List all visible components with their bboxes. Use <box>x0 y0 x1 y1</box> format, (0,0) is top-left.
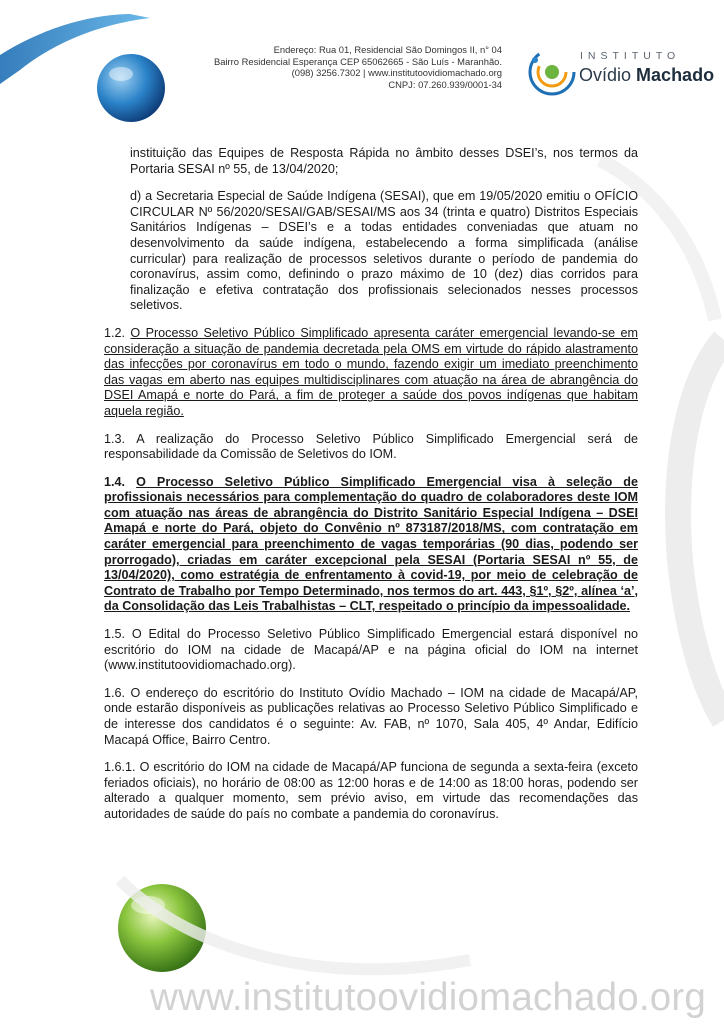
paragraph-1-6-1: 1.6.1. O escritório do IOM na cidade de Macapá/AP funciona de segunda a sexta-feira (exceto feriados oficiais), no horário de 08:00 as 12:00 horas e de 14:00 as 18:00 horas, podendo ser alterado a qualquer momento, sem prévio aviso, em virtude das recomendações das autoridades de saúde do país no combate a pandemia do coronavírus. <box>104 760 638 821</box>
address-line-3: (098) 3256.7302 | www.institutoovidiomachado.org <box>291 67 502 79</box>
logo-mark-icon <box>526 46 578 98</box>
paragraph-1-4-number: 1.4. <box>104 474 126 489</box>
paragraph-1-2-text: O Processo Seletivo Público Simplificado apresenta caráter emergencial levando-se em consideração a situação de pandemia decretada pela OMS em virtude do rápido alastramento das infecções por coronavírus em todo o mundo, fazendo exigir um imediato preenchimento das vagas em aberto nas equipes multidisciplinares com atuação na área de abrangência do DSEI Amapá e norte do Pará, a fim de proteger a saúde dos povos indígenas que habitam aquela região. <box>104 325 639 418</box>
document-body <box>104 146 638 835</box>
paragraph-1-3: 1.3. A realização do Processo Seletivo Público Simplificado Emergencial será de responsabilidade da Comissão de Seletivos do IOM. <box>104 431 638 462</box>
logo-word-machado: Machado <box>636 65 715 85</box>
header-address <box>170 44 502 90</box>
address-line-4: CNPJ: 07.260.939/0001-34 <box>388 78 502 90</box>
logo-word-ovidio: Ovídio <box>579 65 632 85</box>
logo-word-name <box>579 65 714 86</box>
institute-logo <box>526 40 715 102</box>
logo-word-instituto: INSTITUTO <box>580 50 681 62</box>
paragraph-1-2-number: 1.2. <box>104 325 126 340</box>
paragraph-1-2 <box>104 326 638 420</box>
address-line-1: Endereço: Rua 01, Residencial São Domingos II, n° 04 <box>273 44 502 55</box>
paragraph-item-d: d) a Secretaria Especial de Saúde Indígena (SESAI), que em 19/05/2020 emitiu o OFÍCIO CIRCULAR Nº 56/2020/SESAI/GAB/SESAI/MS aos 34 (trinta e quatro) Distritos Especiais Sanitários Indígenas – DSEI’s e a todas entidades conveniadas que atuam no desenvolvimento da saúde indígena, estabelecendo a forma simplificada (análise curricular) para realização de processos seletivos durante o período de pandemia do coronavírus, assim como, definindo o prazo máximo de 10 (dez) dias corridos para finalização e efetiva contratação dos profissionais selecionados nesses processos seletivos. <box>130 189 638 313</box>
paragraph-1-6: 1.6. O endereço do escritório do Instituto Ovídio Machado – IOM na cidade de Macapá/AP, onde estarão disponíveis as publicações relativas ao Processo Seletivo Público Simplificado e de interesse dos candidatos é o seguinte: Av. FAB, nº 1070, Sala 405, 4º Andar, Edifício Macapá Office, Bairro Centro. <box>104 685 638 747</box>
paragraph-continuation: instituição das Equipes de Resposta Rápida no âmbito desses DSEI’s, nos termos da Portaria SESAI nº 55, de 13/04/2020; <box>130 146 638 176</box>
paragraph-1-4 <box>104 475 638 615</box>
paragraph-1-5: 1.5. O Edital do Processo Seletivo Público Simplificado Emergencial estará disponível no escritório do IOM na cidade de Macapá/AP e na página oficial do IOM na internet (www.institutoovidiomachado.org). <box>104 627 638 673</box>
footer-watermark-url: www.institutoovidiomachado.org <box>150 976 706 1019</box>
address-line-2: Bairro Residencial Esperança CEP 65062665 - São Luís - Maranhão. <box>213 55 502 67</box>
paragraph-1-4-text: O Processo Seletivo Público Simplificado Emergencial visa à seleção de profissionais necessários para complementação do quadro de colaboradores deste IOM com atuação nas áreas de abrangência do Distrito Sanitário Especial Indígena – DSEI Amapá e norte do Pará, objeto do Convênio nº 873187/2018/MS, com contratação em caráter emergencial para preenchimento de vagas temporárias (90 dias, podendo ser prorrogado), criadas em caráter excepcional pela SESAI (Portaria SESAI nº 55, de 13/04/2020), como estratégia de enfrentamento à covid-19, por meio de celebração de Contrato de Trabalho por Tempo Determinado, nos termos do art. 443, §1º, §2º, alínea ‘a’, da Consolidação das Leis Trabalhistas – CLT, respeitado o princípio da impessoalidade. <box>104 474 639 614</box>
